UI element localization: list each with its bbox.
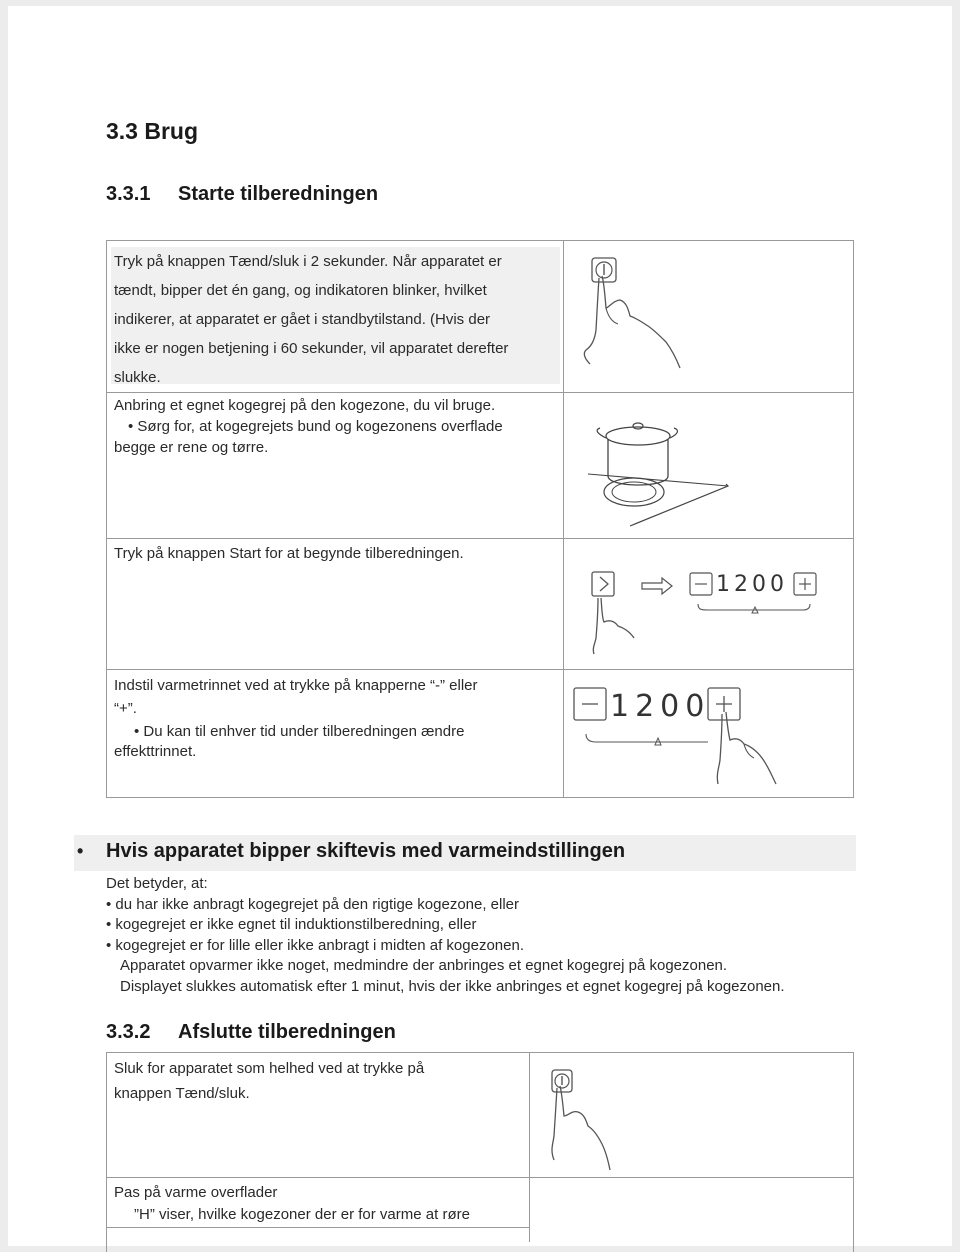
start-display-illustration: [568, 546, 848, 666]
subsection-heading-start: 3.3.1 Starte tilberedningen: [106, 183, 379, 205]
section-heading: 3.3 Brug: [106, 118, 199, 144]
power-level-display-illustration: [568, 674, 848, 794]
warning-bullet-item: • kogegrejet er ikke egnet til induktionstilberedning, eller: [106, 916, 477, 933]
step-start-text: Tryk på knappen Start for at begynde tilberedningen.: [114, 545, 464, 562]
warning-note: Apparatet opvarmer ikke noget, medmindre der anbringes et egnet kogegrej på kogezonen.: [120, 957, 728, 974]
display-value-small: 1200: [716, 572, 788, 597]
step-hot-surface-text: Pas på varme overflader ”H” viser, hvilke kogezoner der er for varme at røre: [114, 1184, 470, 1223]
display-value-large: 1200: [610, 689, 711, 724]
warning-bullet-item: • du har ikke anbragt kogegrejet på den rigtige kogezone, eller: [106, 895, 520, 913]
arrow-right-icon: [642, 578, 672, 594]
power-button-hand-illustration: [568, 246, 848, 386]
pot-on-hob-illustration: [568, 398, 848, 536]
subsection-heading-end: 3.3.2 Afslutte tilberedningen: [106, 1021, 396, 1043]
hand-icon: [726, 712, 776, 784]
step-place-cookware-text: Anbring et egnet kogegrej på den kogezone, du vil bruge. • Sørg for, at kogegrejets bund og kogezonens overflade begge er rene og tørre.: [114, 397, 503, 456]
warning-body: [106, 874, 866, 997]
warning-bullet: •: [77, 841, 84, 861]
warning-note: Displayet slukkes automatisk efter 1 minut, hvis der ikke anbringes et egnet kogegrej på kogezonen.: [120, 977, 785, 995]
step-power-off-text: Sluk for apparatet som helhed ved at trykke på knappen Tænd/sluk.: [114, 1060, 425, 1102]
step-set-level-text: Indstil varmetrinnet ved at trykke på knapperne “-” eller “+”. • Du kan til enhver tid under tilberedningen ændre effekttrinnet.: [114, 677, 478, 760]
hand-icon: [560, 1086, 610, 1170]
warning-heading: Hvis apparatet bipper skiftevis med varmeindstillingen: [106, 840, 626, 862]
power-off-hand-illustration: [534, 1060, 834, 1175]
step-power-on-text: Tryk på knappen Tænd/sluk i 2 sekunder. Når apparatet er tændt, bipper det én gang, og indikatoren blinker, hvilket indikerer, at apparatet er gået i standbytilstand. (Hvis der ikke er nogen betjening i 60 sekunder, vil apparatet derefter slukke.: [111, 247, 560, 384]
warning-intro: Det betyder, at:: [106, 875, 208, 892]
document-page: [8, 6, 952, 1246]
warning-bullet-item: • kogegrejet er for lille eller ikke anbragt i midten af kogezonen.: [106, 936, 524, 954]
hand-icon: [601, 598, 634, 638]
start-button-icon: [592, 572, 614, 596]
